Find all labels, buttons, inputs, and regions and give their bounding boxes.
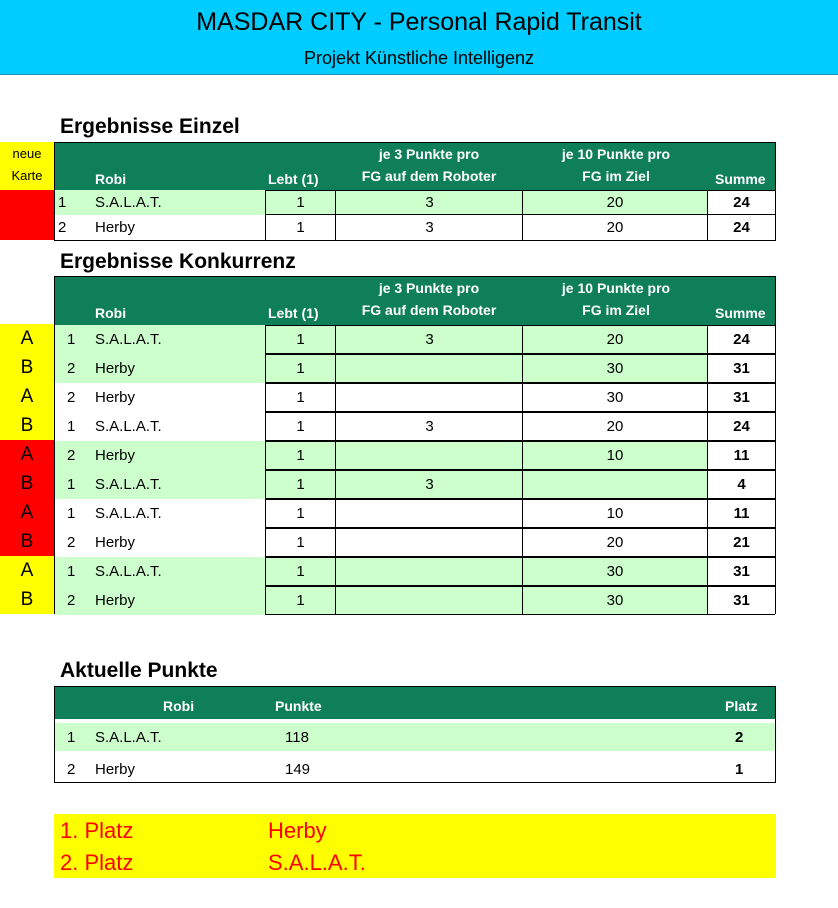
cell-nr: 1 — [67, 476, 76, 493]
cell-robi: Herby — [95, 360, 136, 377]
cell-nr: 2 — [67, 389, 76, 406]
cell-p3 — [336, 528, 523, 557]
rank-2-label: 2. Platz — [60, 850, 134, 875]
table-row — [55, 441, 775, 470]
table-row: 1 S.A.L.A.T. 1 3 20 24 — [55, 190, 775, 215]
rank-1-label: 1. Platz — [60, 818, 134, 843]
aktuell-heading: Aktuelle Punkte — [60, 659, 218, 682]
cell-robi: S.A.L.A.T. — [95, 563, 162, 580]
einzel-heading: Ergebnisse Einzel — [60, 115, 240, 138]
cell-p10: 10 — [522, 499, 708, 528]
einzel-table — [54, 142, 776, 241]
cell-robi: S.A.L.A.T. — [95, 331, 162, 348]
cell-p3: 3 — [336, 470, 523, 499]
cell-robi: Herby — [95, 534, 136, 551]
table-row: 2 Herby 1 3 20 24 — [55, 215, 775, 240]
table-row — [55, 528, 775, 557]
cell-summe: 21 — [707, 528, 775, 557]
rank-2-name: S.A.L.A.T. — [268, 850, 366, 875]
cell-nr: 2 — [67, 592, 76, 609]
cell-robi: S.A.L.A.T. — [95, 418, 162, 435]
table-row — [55, 499, 775, 528]
cell-p3: 3 — [336, 412, 523, 441]
table-row — [55, 325, 775, 354]
match-side-marker: B — [0, 585, 54, 614]
match-side-marker: A — [0, 382, 54, 411]
table-row — [55, 557, 775, 586]
table-row — [55, 586, 775, 615]
match-side-marker: B — [0, 469, 54, 498]
page-subtitle: Projekt Künstliche Intelligenz — [303, 48, 535, 68]
cell-p10: 30 — [522, 354, 708, 383]
cell-nr: 2 — [67, 534, 76, 551]
cell-lebt: 1 — [265, 441, 336, 470]
table-row: 1 S.A.L.A.T. 118 2 — [55, 723, 775, 751]
match-side-marker: B — [0, 411, 54, 440]
cell-p10: 10 — [522, 441, 708, 470]
cell-lebt: 1 — [265, 586, 336, 615]
cell-summe: 31 — [707, 586, 775, 615]
cell-p10: 20 — [522, 325, 708, 354]
cell-nr: 1 — [67, 418, 76, 435]
cell-nr: 1 — [67, 563, 76, 580]
cell-summe: 31 — [707, 354, 775, 383]
match-side-marker: A — [0, 498, 54, 527]
page-title: MASDAR CITY - Personal Rapid Transit — [196, 8, 642, 36]
cell-p3: 3 — [336, 325, 523, 354]
cell-p3 — [336, 354, 523, 383]
cell-summe: 24 — [707, 325, 775, 354]
cell-lebt: 1 — [265, 557, 336, 586]
cell-robi: Herby — [95, 592, 136, 609]
einzel-table-header: Robi Lebt (1) je 3 Punkte pro FG auf dem Roboter je 10 Punkte pro FG im Ziel Summe — [55, 143, 775, 190]
cell-lebt: 1 — [265, 383, 336, 412]
cell-nr: 1 — [67, 331, 76, 348]
match-side-marker: A — [0, 440, 54, 469]
table-row — [55, 470, 775, 499]
aktuell-table-header: Robi Punkte Platz — [55, 687, 775, 719]
konkurrenz-heading: Ergebnisse Konkurrenz — [60, 250, 296, 273]
table-row — [55, 412, 775, 441]
cell-summe: 31 — [707, 557, 775, 586]
cell-p10: 30 — [522, 557, 708, 586]
table-row — [55, 383, 775, 412]
match-side-marker: B — [0, 527, 54, 556]
match-side-marker: A — [0, 324, 54, 353]
cell-p10: 20 — [522, 528, 708, 557]
title-banner — [0, 0, 838, 75]
neue-karte-label: neue Karte — [0, 142, 54, 190]
cell-robi: S.A.L.A.T. — [95, 505, 162, 522]
cell-p10: 20 — [522, 412, 708, 441]
cell-lebt: 1 — [265, 528, 336, 557]
cell-p10 — [522, 470, 708, 499]
cell-nr: 2 — [67, 360, 76, 377]
cell-summe: 24 — [707, 412, 775, 441]
final-ranking — [54, 814, 776, 878]
cell-lebt: 1 — [265, 325, 336, 354]
cell-lebt: 1 — [265, 499, 336, 528]
cell-summe: 11 — [707, 441, 775, 470]
konkurrenz-table-header: Robi Lebt (1) je 3 Punkte pro FG auf dem Roboter je 10 Punkte pro FG im Ziel Summe — [55, 277, 775, 325]
cell-robi: Herby — [95, 447, 136, 464]
match-side-marker: B — [0, 353, 54, 382]
cell-summe: 31 — [707, 383, 775, 412]
cell-p10: 30 — [522, 586, 708, 615]
cell-summe: 11 — [707, 499, 775, 528]
cell-lebt: 1 — [265, 470, 336, 499]
cell-lebt: 1 — [265, 412, 336, 441]
cell-p3 — [336, 557, 523, 586]
konkurrenz-table — [54, 276, 776, 614]
cell-p3 — [336, 383, 523, 412]
table-row — [55, 354, 775, 383]
match-side-marker: A — [0, 556, 54, 585]
cell-nr: 2 — [67, 447, 76, 464]
cell-nr: 1 — [67, 505, 76, 522]
cell-p3 — [336, 441, 523, 470]
cell-robi: Herby — [95, 389, 136, 406]
cell-p10: 30 — [522, 383, 708, 412]
cell-p3 — [336, 586, 523, 615]
cell-summe: 4 — [707, 470, 775, 499]
cell-robi: S.A.L.A.T. — [95, 476, 162, 493]
table-row: 2 Herby 149 1 — [67, 760, 744, 778]
neue-karte-indicator — [0, 190, 54, 240]
rank-1-name: Herby — [268, 818, 327, 843]
cell-p3 — [336, 499, 523, 528]
cell-lebt: 1 — [265, 354, 336, 383]
aktuell-table — [54, 686, 776, 783]
